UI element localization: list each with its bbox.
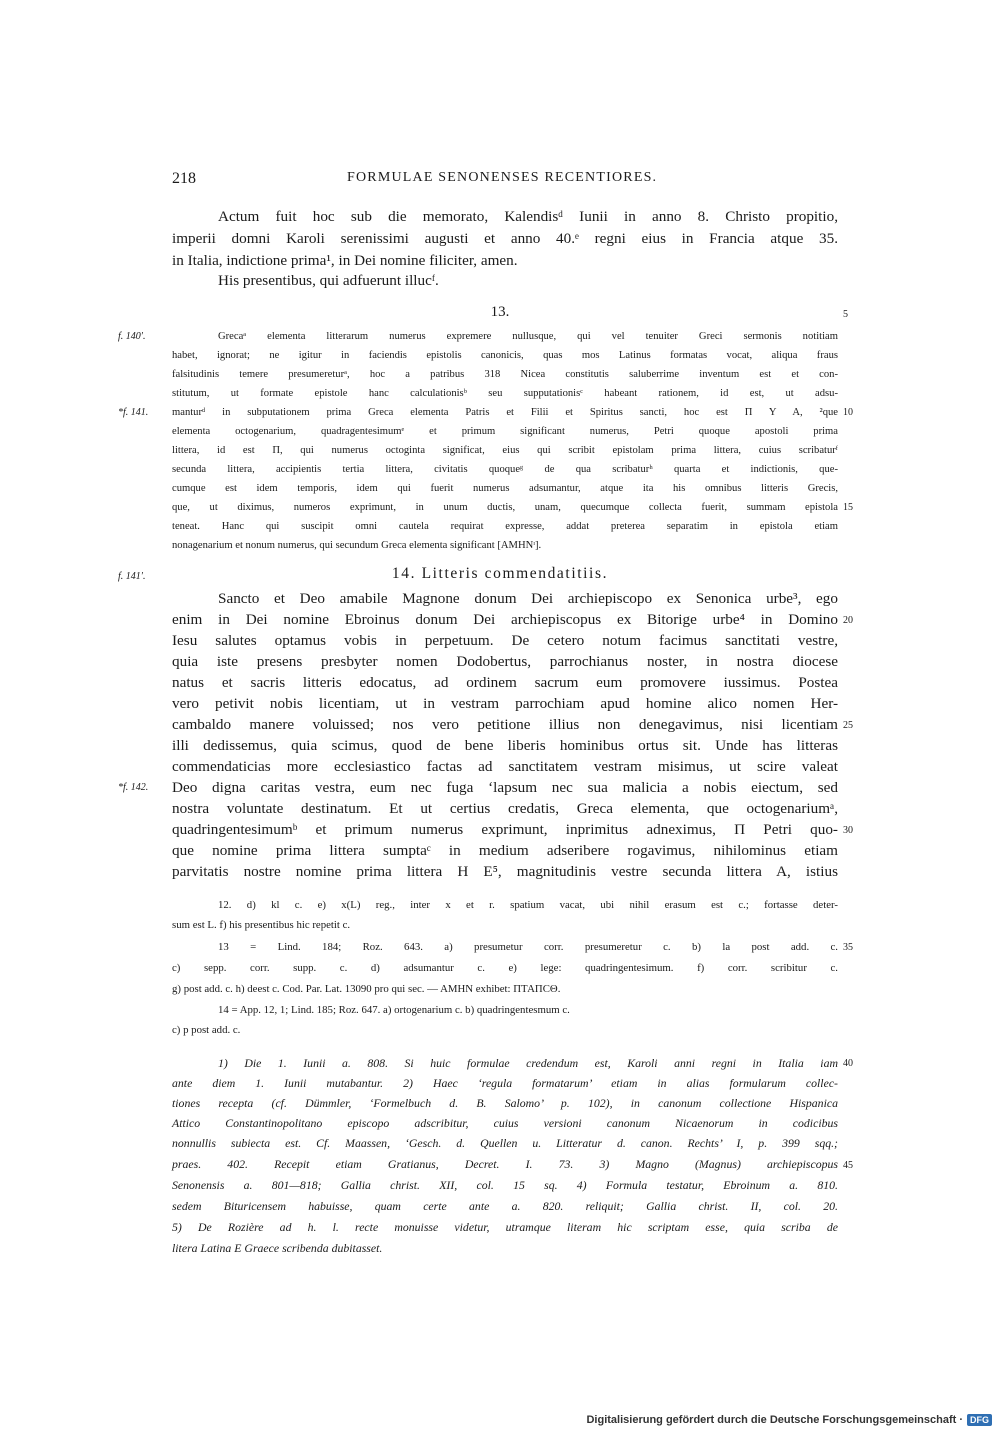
section-14-line: nostra voluntate destinatum. Et ut certius credatis, Greca elementa, que octogenariumᵃ,	[172, 800, 838, 817]
digitization-credit	[586, 1414, 992, 1426]
section-13-line: secunda littera, accipientis tertia littera, civitatis quoqueᵍ de qua scribaturʰ quarta et indictionis, que-	[172, 464, 838, 475]
section-14-line: cambaldo manere voluissed; nos vero petitione illius non denegavimus, nisi licentiam	[172, 716, 838, 733]
footnote-line: 1) Die 1. Iunii a. 808. Si huic formulae credendum est, Karoli anni regni in Italia iam	[218, 1056, 838, 1070]
section-13-line: falsitudinis temere presumereturᵃ, hoc a patribus 318 Nicea constitutis saluberrime inventum est et con-	[172, 369, 838, 380]
folio-reference: *f. 141.	[118, 407, 149, 418]
footnote-line: 5) De Rozière ad h. l. recte monuisse videtur, utramque literam hic scriptam esse, quia scriba de	[172, 1220, 838, 1234]
section-14-line: Iesu salutes optamus vobis in perpetuum. De cetero notum facimus sanctitati vestre,	[172, 632, 838, 649]
section-14-line: Deo digna caritas vestra, eum nec fuga ‘lapsum nec sua malicia a nobis eiectum, sed	[172, 779, 838, 796]
section-14-line: quia iste presens presbyter nomen Dodobertus, parrochianus noster, in nostra diocese	[172, 653, 838, 670]
footnote-line: nonnullis subiecta est. Cf. Maassen, ‘Gesch. d. Quellen u. Litteratur d. canon. Rechts’ I, p. 399 sqq.;	[172, 1136, 838, 1150]
folio-reference: f. 140′.	[118, 331, 146, 342]
folio-reference: *f. 142.	[118, 782, 149, 793]
line-number: 25	[843, 720, 853, 731]
intro-line: imperii domni Karoli serenissimi augusti et anno 40.ᵉ regni eius in Francia atque 35.	[172, 230, 838, 247]
section-13-line: stitutum, ut formate epistole hanc calculationisᵇ seu supputationisᶜ habeant rationem, id est, ut adsu-	[172, 388, 838, 399]
footnote-line: sedem Bituricensem habuisse, quam certe ante a. 820. reliquit; Gallia christ. II, col. 20.	[172, 1199, 838, 1213]
line-number: 30	[843, 825, 853, 836]
section-14-line: illi dedissemus, quia scimus, quod de bene liberis hominibus ortus sit. Unde has litteras	[172, 737, 838, 754]
section-14-line: enim in Dei nomine Ebroinus donum Dei archiepiscopus ex Bitorige urbe⁴ in Domino	[172, 611, 838, 628]
section-13-line: littera, id est Π, qui numerus octoginta significat, eius qui scribit epistolam prima littera, cuius scribaturᶠ	[172, 445, 838, 456]
section-14-line: Sancto et Deo amabile Magnone donum Dei archiepiscopo ex Senonica urbe³, ego	[218, 590, 838, 607]
section-13-line: Grecaᵃ elementa litterarum numerus expremere nullusque, qui vel tenuiter Greci sermonis notitiam	[218, 331, 838, 342]
section-13-line: que, ut diximus, numeros exprimunt, in unum ductis, unam, quecumque collecta fuerit, summam epistola	[172, 502, 838, 513]
section-13-line: elementa octogenarium, quadragentesimumᵉ et primum significant numerus, Petri quoque apostoli prima	[172, 426, 838, 437]
intro-line: Actum fuit hoc sub die memorato, Kalendisᵈ Iunii in anno 8. Christo propitio,	[218, 208, 838, 225]
section-14-heading: 14. Litteris commendatitiis.	[391, 565, 609, 582]
footnote-line: ante diem 1. Iunii mutabantur. 2) Haec ‘regula formatarum’ etiam in alias formularum collec-	[172, 1076, 838, 1090]
line-number: 35	[843, 942, 853, 953]
apparatus-line: c) sepp. corr. supp. c. d) adsumantur c. e) lege: quadringentesimum. f) corr. scribitur c.	[172, 962, 838, 974]
line-number: 20	[843, 615, 853, 626]
apparatus-line: 14 = App. 12, 1; Lind. 185; Roz. 647. a) ortogenarium c. b) quadringentesmum c.	[218, 1004, 570, 1016]
section-13-line: manturᵈ in subputationem prima Greca elementa Patris et Filii et Spiritus sancti, hoc est Π Υ Α, ²que	[172, 407, 838, 418]
digitization-credit-text: Digitalisierung gefördert durch die Deutsche Forschungsgemeinschaft ·	[586, 1414, 963, 1426]
apparatus-line: 13 = Lind. 184; Roz. 643. a) presumetur corr. presumeretur c. b) la post add. c.	[218, 941, 838, 953]
running-title: FORMULAE SENONENSES RECENTIORES.	[347, 170, 658, 185]
line-number: 5	[843, 309, 848, 320]
line-number: 15	[843, 502, 853, 513]
folio-reference: f. 141′.	[118, 571, 146, 582]
section-13-line: cumque est idem temporis, idem qui fuerit numerus adsumantur, atque ita his omnibus litteris Grecis,	[172, 483, 838, 494]
section-14-line: parvitatis nostre nomine prima littera H E⁵, magnitudinis vestre secunda littera A, istius	[172, 863, 838, 880]
apparatus-line: g) post add. c. h) deest c. Cod. Par. Lat. 13090 pro qui sec. — AMHN exhibet: ПТАПСΘ.	[172, 983, 561, 995]
apparatus-line: 12. d) kl c. e) x(L) reg., inter x et r. spatium vacat, ubi nihil erasum est c.; fortasse deter-	[218, 899, 838, 911]
section-14-line: vero petivit nobis licentiam, ut in vestram parrochiam apud homine alico nomen Her-	[172, 695, 838, 712]
section-13-line: teneat. Hanc qui suscipit omni cautela requirat expresse, addat preterea separatim in epistola etiam	[172, 521, 838, 532]
footnote-line: litera Latina E Graece scribenda dubitasset.	[172, 1241, 383, 1255]
section-14-line: commendaticias more ecclesiastico factas ad sanctitatem vestram misimus, ut scire valeat	[172, 758, 838, 775]
section-14-line: quadringentesimumᵇ et primum numerus exprimunt, inprimitus adneximus, Π Petri quo-	[172, 821, 838, 838]
section-13-number: 13.	[490, 304, 510, 320]
intro-line: His presentibus, qui adfuerunt illucᶠ.	[218, 272, 439, 289]
line-number: 10	[843, 407, 853, 418]
apparatus-line: sum est L. f) his presentibus hic repetit c.	[172, 919, 351, 931]
line-number: 40	[843, 1058, 853, 1069]
section-14-line: natus et sacris litteris edocatus, ad ordinem sacrum eum promovere iussimus. Postea	[172, 674, 838, 691]
section-13-line: habet, ignorat; ne igitur in faciendis epistolis canonicis, quas mos Latinus formatas vocat, aliqua fraus	[172, 350, 838, 361]
section-14-line: que nomine prima littera sumptaᶜ in medium adseribere rogavimus, nihilominus etiam	[172, 842, 838, 859]
section-13-line: nonagenarium et nonum numerus, qui secundum Greca elementa significant [AMHNᶦ].	[172, 540, 542, 551]
apparatus-line: c) p post add. c.	[172, 1024, 241, 1036]
page-number: 218	[172, 170, 196, 187]
footnote-line: Senonensis a. 801—818; Gallia christ. XII, col. 15 sq. 4) Formula testatur, Ebroinum a. 810.	[172, 1178, 838, 1192]
footnote-line: praes. 402. Recepit etiam Gratianus, Decret. I. 73. 3) Magno (Magnus) archiepiscopus	[172, 1157, 838, 1171]
line-number: 45	[843, 1160, 853, 1171]
dfg-logo: DFG	[967, 1414, 992, 1426]
intro-line: in Italia, indictione prima¹, in Dei nomine filiciter, amen.	[172, 252, 518, 269]
footnote-line: tiones recepta (cf. Dümmler, ‘Formelbuch d. B. Salomo’ p. 102), in canonum collectione Hispanica	[172, 1096, 838, 1110]
footnote-line: Attico Constantinopolitano episcopo adscribitur, cuius versioni canonum Nicaenorum in codicibus	[172, 1116, 838, 1130]
